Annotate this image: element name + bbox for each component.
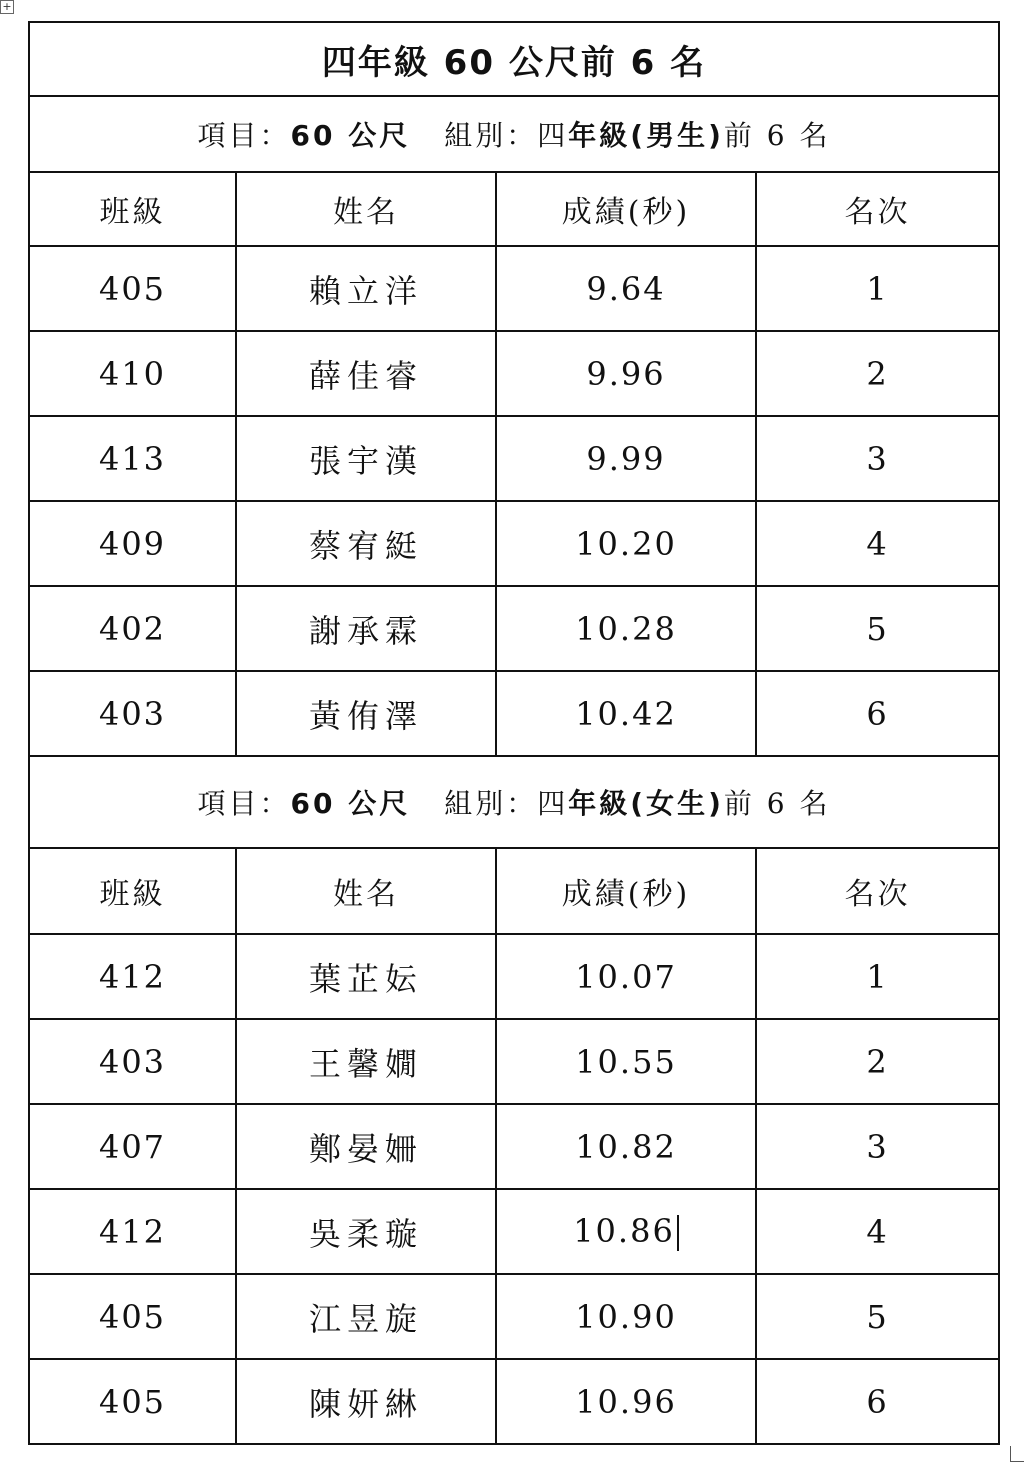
time-value: 10.86 [573,1211,675,1250]
column-header-class: 班級 [29,172,236,246]
rank-cell: 4 [756,501,999,586]
title-row [29,22,999,96]
time-cell: 10.96 [496,1359,756,1444]
name-cell: 蔡宥綎 [236,501,496,586]
name-cell: 陳妍綝 [236,1359,496,1444]
rank-cell: 6 [756,671,999,756]
table-row [29,1104,999,1189]
group-suffix: 前 6 名 [723,119,831,152]
rank-cell: 5 [756,1274,999,1359]
page-corner-mark [1010,1446,1024,1462]
table-move-handle-icon[interactable]: + [0,0,14,14]
section-header-row-boys [29,96,999,172]
name-cell: 吳柔璇 [236,1189,496,1274]
class-cell: 405 [29,1274,236,1359]
time-cell: 10.90 [496,1274,756,1359]
column-header-time: 成績(秒) [496,172,756,246]
results-table [28,21,1000,1445]
table-row [29,1019,999,1104]
item-label: 項目： [197,119,291,152]
column-header-name: 姓名 [236,848,496,934]
table-row [29,586,999,671]
group-prefix: 四 [537,119,569,152]
section-heading-girls [29,756,999,848]
column-header-rank: 名次 [756,172,999,246]
class-cell: 405 [29,1359,236,1444]
column-header-row-girls [29,848,999,934]
name-cell: 葉芷妘 [236,934,496,1019]
rank-cell: 1 [756,934,999,1019]
name-cell: 王馨嫺 [236,1019,496,1104]
time-cell: 9.64 [496,246,756,331]
class-cell: 403 [29,671,236,756]
class-cell: 410 [29,331,236,416]
rank-cell: 3 [756,416,999,501]
name-cell: 謝承霖 [236,586,496,671]
time-cell: 9.99 [496,416,756,501]
table-row [29,934,999,1019]
column-header-row-boys [29,172,999,246]
rank-cell: 2 [756,331,999,416]
group-suffix: 前 6 名 [723,787,831,820]
name-cell: 張宇漢 [236,416,496,501]
section-heading-boys [29,96,999,172]
table-row [29,671,999,756]
table-row [29,501,999,586]
name-cell: 薛佳睿 [236,331,496,416]
table-row [29,1189,999,1274]
event-name: 60 公尺 [290,119,411,152]
column-header-time: 成績(秒) [496,848,756,934]
time-cell: 10.55 [496,1019,756,1104]
name-cell: 黃侑澤 [236,671,496,756]
class-cell: 402 [29,586,236,671]
text-caret [677,1215,679,1251]
rank-cell: 5 [756,586,999,671]
class-cell: 412 [29,934,236,1019]
class-cell: 407 [29,1104,236,1189]
column-header-class: 班級 [29,848,236,934]
event-name: 60 公尺 [290,787,411,820]
section-header-row-girls [29,756,999,848]
time-cell: 9.96 [496,331,756,416]
time-cell: 10.82 [496,1104,756,1189]
column-header-name: 姓名 [236,172,496,246]
class-cell: 412 [29,1189,236,1274]
table-row [29,331,999,416]
name-cell: 江昱旋 [236,1274,496,1359]
group-prefix: 四 [537,787,569,820]
time-cell: 10.28 [496,586,756,671]
time-cell: 10.20 [496,501,756,586]
rank-cell: 1 [756,246,999,331]
table-row [29,1359,999,1444]
group-name: 年級(女生) [568,787,724,820]
class-cell: 405 [29,246,236,331]
table-row [29,1274,999,1359]
time-cell: 10.07 [496,934,756,1019]
class-cell: 413 [29,416,236,501]
class-cell: 409 [29,501,236,586]
group-name: 年級(男生) [568,119,724,152]
page-title: 四年級 60 公尺前 6 名 [29,22,999,96]
group-label: 組別： [444,787,538,820]
column-header-rank: 名次 [756,848,999,934]
name-cell: 鄭晏姍 [236,1104,496,1189]
group-label: 組別： [444,119,538,152]
time-cell-editing[interactable] [496,1189,756,1274]
table-row [29,416,999,501]
class-cell: 403 [29,1019,236,1104]
table-row [29,246,999,331]
rank-cell: 6 [756,1359,999,1444]
rank-cell: 4 [756,1189,999,1274]
rank-cell: 3 [756,1104,999,1189]
item-label: 項目： [197,787,291,820]
name-cell: 賴立洋 [236,246,496,331]
time-cell: 10.42 [496,671,756,756]
rank-cell: 2 [756,1019,999,1104]
